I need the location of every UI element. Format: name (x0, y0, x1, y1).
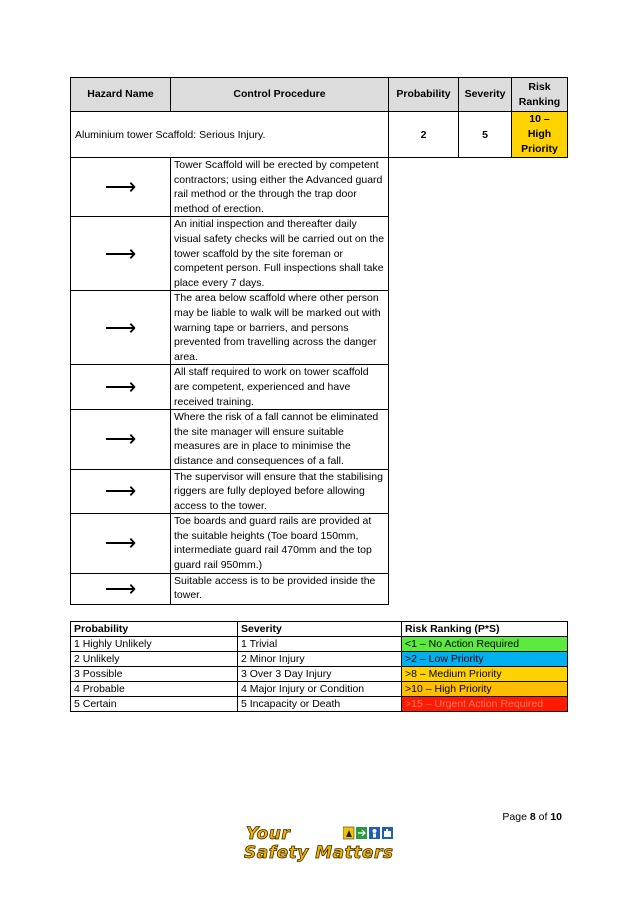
header-severity: Severity (459, 78, 512, 112)
arrow-icon: ⟶ (71, 573, 171, 604)
hazard-name: Aluminium tower Scaffold: Serious Injury. (71, 112, 389, 158)
page-current: 8 (529, 811, 536, 823)
key-header-row (71, 622, 568, 637)
key-severity: 5 Incapacity or Death (238, 697, 402, 712)
key-row (71, 697, 568, 712)
arrow-icon: ⟶ (71, 217, 171, 291)
key-row (71, 652, 568, 667)
key-probability: 2 Unlikely (71, 652, 238, 667)
safety-pictograms-icon (343, 826, 393, 840)
hazard-row (71, 112, 568, 158)
control-step: Where the risk of a fall cannot be eliminated the site manager will ensure suitable measures are in place to minimise the distance and consequences of a fall. (171, 410, 389, 469)
key-row (71, 667, 568, 682)
arrow-icon: ⟶ (71, 410, 171, 469)
arrow-icon: ⟶ (71, 158, 171, 217)
key-row (71, 682, 568, 697)
your-safety-matters-logo (240, 822, 400, 866)
key-risk: <1 – No Action Required (402, 637, 568, 652)
header-control-procedure: Control Procedure (171, 78, 389, 112)
logo-line1: Your (246, 824, 291, 844)
control-step: Suitable access is to be provided inside the tower. (171, 573, 389, 604)
key-probability: 5 Certain (71, 697, 238, 712)
risk-line3: Priority (521, 143, 558, 155)
table-header-row (71, 78, 568, 112)
key-risk: >8 – Medium Priority (402, 667, 568, 682)
risk-line1: 10 – (529, 113, 550, 125)
key-severity: 3 Over 3 Day Injury (238, 667, 402, 682)
logo-line2: Safety Matters (244, 843, 394, 863)
key-probability: 1 Highly Unlikely (71, 637, 238, 652)
key-risk: >15 – Urgent Action Required (402, 697, 568, 712)
key-header-probability: Probability (71, 622, 238, 637)
key-header-severity: Severity (238, 622, 402, 637)
arrow-icon: ⟶ (71, 365, 171, 410)
key-risk: >2 – Low Priority (402, 652, 568, 667)
arrow-icon: ⟶ (71, 469, 171, 514)
header-probability: Probability (389, 78, 459, 112)
control-step: The supervisor will ensure that the stabilising riggers are fully deployed before allowing access to the tower. (171, 469, 389, 514)
page-number (502, 811, 562, 823)
key-probability: 4 Probable (71, 682, 238, 697)
key-severity: 1 Trivial (238, 637, 402, 652)
control-step: All staff required to work on tower scaffold are competent, experienced and have received training. (171, 365, 389, 410)
page-prefix: Page (502, 811, 530, 823)
header-risk-line2: Ranking (518, 95, 561, 108)
control-step: The area below scaffold where other person may be liable to walk will be marked out with warning tape or barriers, and persons prevented from travelling across the danger area. (171, 291, 389, 365)
page-of: of (535, 811, 551, 823)
control-step-row (71, 158, 568, 217)
hazard-probability: 2 (389, 112, 459, 158)
risk-line2: High (527, 128, 552, 140)
control-step: Toe boards and guard rails are provided at the suitable heights (Toe board 150mm, intermediate guard rail 470mm and the top guard rail 950mm.) (171, 514, 389, 573)
key-probability: 3 Possible (71, 667, 238, 682)
risk-key-table (70, 621, 568, 712)
control-step: Tower Scaffold will be erected by competent contractors; using either the Advanced guard rail method or the through the trap door method of erection. (171, 158, 389, 217)
key-severity: 2 Minor Injury (238, 652, 402, 667)
header-risk-ranking (512, 78, 568, 112)
header-hazard-name: Hazard Name (71, 78, 171, 112)
header-risk-line1: Risk (528, 80, 551, 93)
page-total: 10 (550, 811, 562, 823)
hazard-severity: 5 (459, 112, 512, 158)
key-risk: >10 – High Priority (402, 682, 568, 697)
arrow-icon: ⟶ (71, 514, 171, 573)
control-step: An initial inspection and thereafter daily visual safety checks will be carried out on the tower scaffold by the site foreman or competent person. Full inspections shall take place every 7 days. (171, 217, 389, 291)
key-header-risk-ranking: Risk Ranking (P*S) (402, 622, 568, 637)
risk-assessment-table (70, 77, 568, 605)
key-severity: 4 Major Injury or Condition (238, 682, 402, 697)
hazard-risk-ranking (512, 112, 568, 158)
key-row (71, 637, 568, 652)
arrow-icon: ⟶ (71, 291, 171, 365)
